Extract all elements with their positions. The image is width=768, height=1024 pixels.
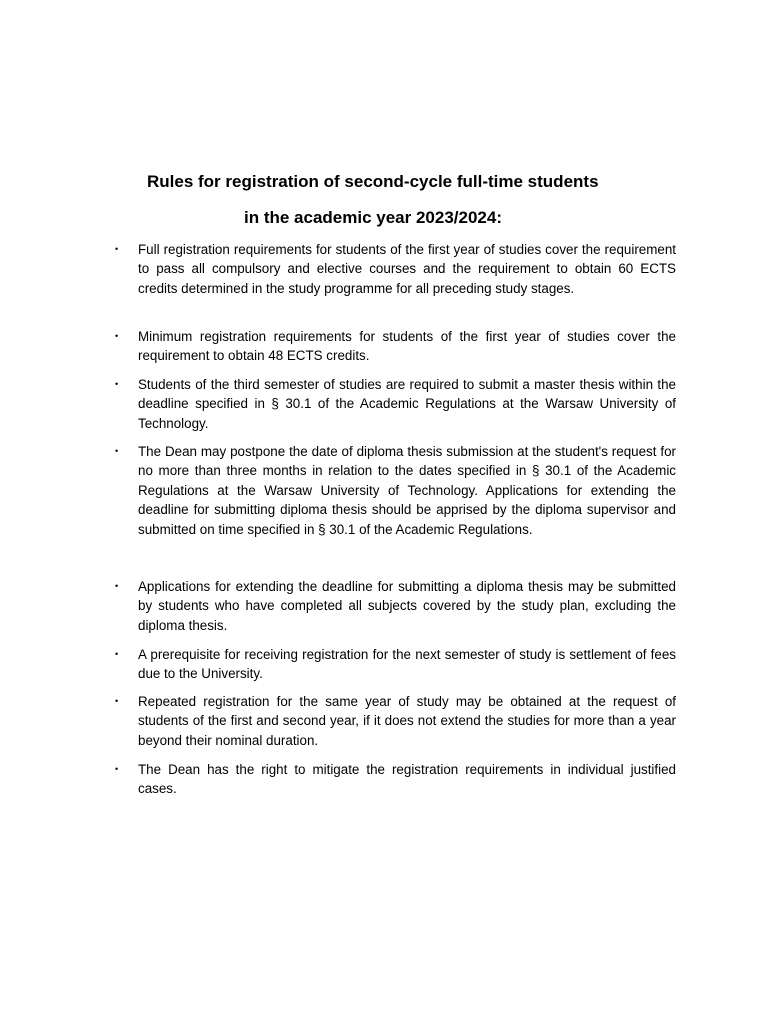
rule-text: Minimum registration requirements for students of the first year of studies cover the requirement to obtain 48 ECTS credits. (138, 329, 676, 364)
rule-text: A prerequisite for receiving registration for the next semester of study is settlement of fees due to the University. (138, 647, 676, 682)
bullet-icon: • (115, 649, 119, 659)
document-title-line-1: Rules for registration of second-cycle full-time students (147, 172, 599, 191)
rule-text: Full registration requirements for students of the first year of studies cover the requirement to pass all compulsory and elective courses and the requirement to obtain 60 ECTS credits determined in the study programme for all preceding study stages. (138, 242, 676, 296)
bullet-icon: • (115, 244, 119, 254)
rule-text: Students of the third semester of studies are required to submit a master thesis within the deadline specified in § 30.1 of the Academic Regulations at the Warsaw University of Technology. (138, 377, 676, 431)
rule-text: The Dean has the right to mitigate the registration requirements in individual justified cases. (138, 762, 676, 797)
bullet-icon: • (115, 331, 119, 341)
rule-text: Repeated registration for the same year of study may be obtained at the request of students of the first and second year, if it does not extend the studies for more than a year beyond their nominal duration. (138, 694, 676, 748)
bullet-icon: • (115, 379, 119, 389)
bullet-icon: • (115, 696, 119, 706)
rule-text: Applications for extending the deadline for submitting a diploma thesis may be submitted by students who have completed all subjects covered by the study plan, excluding the diploma thesis. (138, 579, 676, 633)
document-title-line-2: in the academic year 2023/2024: (244, 208, 502, 227)
rule-text: The Dean may postpone the date of diploma thesis submission at the student's request for no more than three months in relation to the dates specified in § 30.1 of the Academic Regulations at the Warsaw University of Technology. Applications for extending the deadline for submitting diploma thesis should be apprised by the diploma supervisor and submitted on time specified in § 30.1 of the Academic Regulations. (138, 444, 676, 537)
bullet-icon: • (115, 764, 119, 774)
bullet-icon: • (115, 581, 119, 591)
bullet-icon: • (115, 446, 119, 456)
